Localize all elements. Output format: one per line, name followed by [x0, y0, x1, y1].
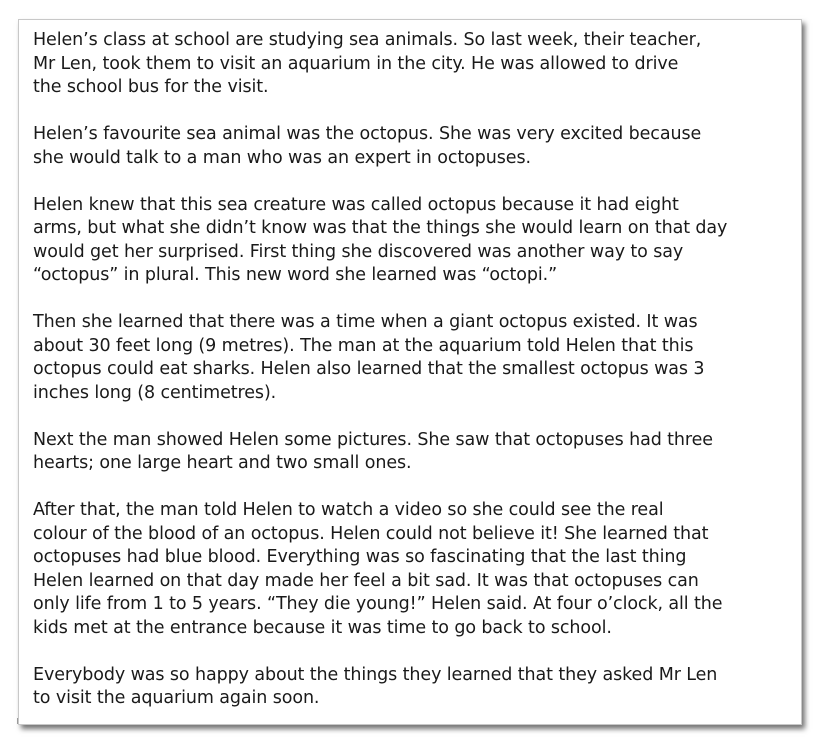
- story-line: only life from 1 to 5 years. “They die young!” Helen said. At four o’clock, all the: [33, 594, 723, 614]
- story-line: arms, but what she didn’t know was that the things she would learn on that day: [33, 218, 728, 238]
- story-paragraph-3: [33, 194, 791, 288]
- story-paragraph-1: [33, 29, 791, 100]
- corner-tick-mark: [17, 718, 18, 724]
- story-line: octopus could eat sharks. Helen also learned that the smallest octopus was 3: [33, 359, 705, 379]
- story-line: would get her surprised. First thing she discovered was another way to say: [33, 241, 684, 262]
- story-line: to visit the aquarium again soon.: [33, 688, 320, 708]
- story-line: Helen learned on that day made her feel a bit sad. It was that octopuses can: [33, 570, 699, 591]
- story-line: hearts; one large heart and two small ones.: [33, 453, 412, 473]
- story-text-box: [18, 19, 802, 725]
- story-line: she would talk to a man who was an expert in octopuses.: [33, 147, 531, 168]
- story-line: the school bus for the visit.: [33, 77, 269, 97]
- story-line: colour of the blood of an octopus. Helen could not believe it! She learned that: [33, 523, 709, 544]
- story-line: Helen’s favourite sea animal was the octopus. She was very excited because: [33, 124, 702, 144]
- story-line: Mr Len, took them to visit an aquarium in the city. He was allowed to drive: [33, 53, 679, 74]
- story-line: kids met at the entrance because it was time to go back to school.: [33, 617, 612, 638]
- story-line: octopuses had blue blood. Everything was so fascinating that the last thing: [33, 547, 687, 567]
- story-line: Helen knew that this sea creature was called octopus because it had eight: [33, 194, 679, 215]
- story-line: After that, the man told Helen to watch a video so she could see the real: [33, 500, 664, 520]
- story-paragraph-4: [33, 311, 791, 405]
- story-line: Then she learned that there was a time when a giant octopus existed. It was: [33, 312, 698, 332]
- story-paragraph-7: [33, 664, 791, 711]
- story-paragraph-6: [33, 499, 791, 640]
- story-line: Next the man showed Helen some pictures. She saw that octopuses had three: [33, 429, 713, 450]
- story-line: about 30 feet long (9 metres). The man at the aquarium told Helen that this: [33, 335, 694, 356]
- story-line: “octopus” in plural. This new word she learned was “octopi.”: [33, 265, 558, 285]
- story-paragraph-2: [33, 123, 791, 170]
- story-line: Helen’s class at school are studying sea animals. So last week, their teacher,: [33, 30, 702, 50]
- story-line: Everybody was so happy about the things they learned that they asked Mr Len: [33, 664, 718, 685]
- story-paragraph-5: [33, 429, 791, 476]
- story-line: inches long (8 centimetres).: [33, 382, 277, 403]
